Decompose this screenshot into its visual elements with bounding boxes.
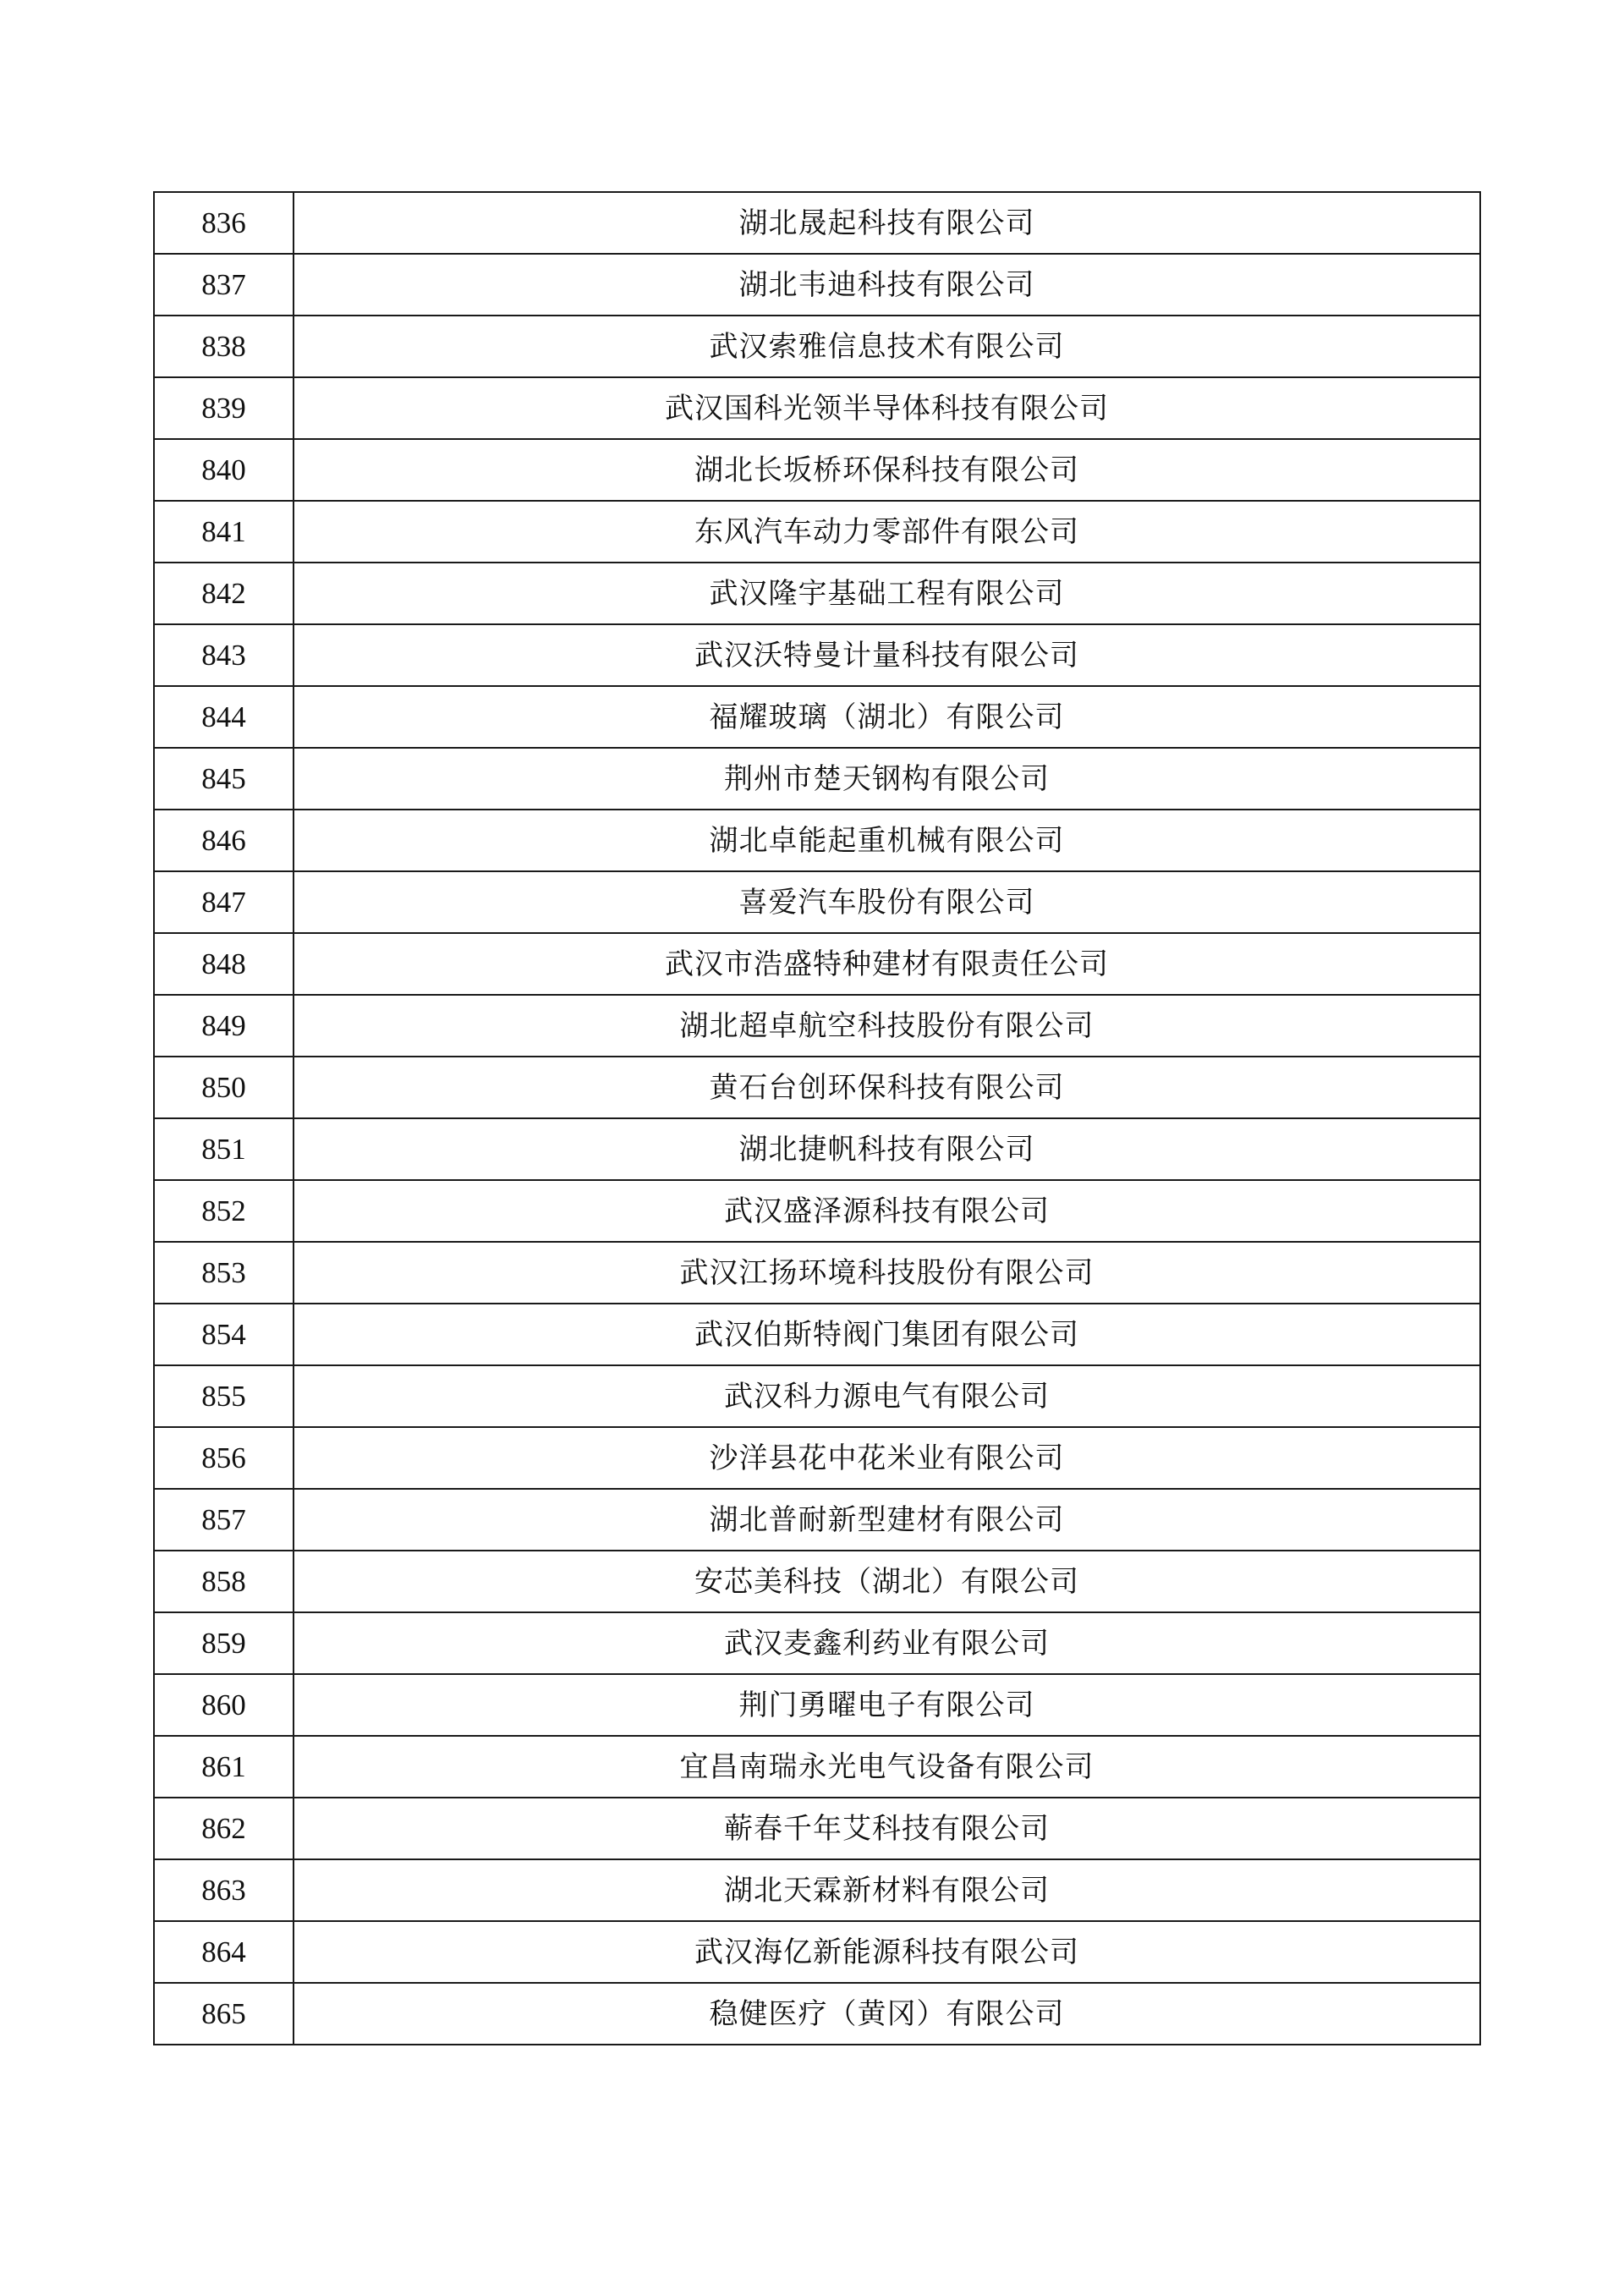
row-number: 863 [154, 1859, 294, 1921]
table-row [154, 748, 1480, 810]
company-name: 福耀玻璃（湖北）有限公司 [294, 686, 1480, 748]
row-number: 840 [154, 439, 294, 501]
table-row [154, 439, 1480, 501]
row-number: 839 [154, 377, 294, 439]
company-name: 武汉海亿新能源科技有限公司 [294, 1921, 1480, 1983]
row-number: 862 [154, 1798, 294, 1859]
row-number: 852 [154, 1180, 294, 1242]
table-row [154, 1057, 1480, 1118]
table-row [154, 254, 1480, 316]
company-name: 稳健医疗（黄冈）有限公司 [294, 1983, 1480, 2045]
row-number: 836 [154, 192, 294, 254]
table-row [154, 995, 1480, 1057]
company-name: 安芯美科技（湖北）有限公司 [294, 1551, 1480, 1612]
table-row [154, 1736, 1480, 1798]
row-number: 855 [154, 1365, 294, 1427]
row-number: 851 [154, 1118, 294, 1180]
company-name: 湖北天霖新材料有限公司 [294, 1859, 1480, 1921]
company-name: 湖北晟起科技有限公司 [294, 192, 1480, 254]
row-number: 854 [154, 1304, 294, 1365]
table-body [154, 192, 1480, 2045]
table-row [154, 1489, 1480, 1551]
row-number: 861 [154, 1736, 294, 1798]
table-row [154, 871, 1480, 933]
row-number: 857 [154, 1489, 294, 1551]
row-number: 844 [154, 686, 294, 748]
row-number: 850 [154, 1057, 294, 1118]
company-name: 武汉盛泽源科技有限公司 [294, 1180, 1480, 1242]
row-number: 859 [154, 1612, 294, 1674]
table-row [154, 1180, 1480, 1242]
row-number: 848 [154, 933, 294, 995]
table-row [154, 192, 1480, 254]
company-name: 湖北韦迪科技有限公司 [294, 254, 1480, 316]
company-name: 宜昌南瑞永光电气设备有限公司 [294, 1736, 1480, 1798]
row-number: 853 [154, 1242, 294, 1304]
row-number: 846 [154, 810, 294, 871]
company-name: 湖北长坂桥环保科技有限公司 [294, 439, 1480, 501]
row-number: 843 [154, 624, 294, 686]
table-row [154, 1983, 1480, 2045]
table-row [154, 933, 1480, 995]
company-name: 沙洋县花中花米业有限公司 [294, 1427, 1480, 1489]
company-name: 蕲春千年艾科技有限公司 [294, 1798, 1480, 1859]
company-name: 湖北卓能起重机械有限公司 [294, 810, 1480, 871]
company-name: 黄石台创环保科技有限公司 [294, 1057, 1480, 1118]
company-name: 喜爱汽车股份有限公司 [294, 871, 1480, 933]
company-name: 武汉国科光领半导体科技有限公司 [294, 377, 1480, 439]
company-name: 武汉科力源电气有限公司 [294, 1365, 1480, 1427]
table-row [154, 377, 1480, 439]
table-row [154, 563, 1480, 624]
table-row [154, 1365, 1480, 1427]
table-row [154, 1242, 1480, 1304]
row-number: 858 [154, 1551, 294, 1612]
row-number: 842 [154, 563, 294, 624]
company-name: 武汉江扬环境科技股份有限公司 [294, 1242, 1480, 1304]
row-number: 838 [154, 316, 294, 377]
company-name: 荆门勇曜电子有限公司 [294, 1674, 1480, 1736]
company-name: 武汉伯斯特阀门集团有限公司 [294, 1304, 1480, 1365]
company-name: 湖北超卓航空科技股份有限公司 [294, 995, 1480, 1057]
row-number: 847 [154, 871, 294, 933]
table-row [154, 1798, 1480, 1859]
company-name: 湖北普耐新型建材有限公司 [294, 1489, 1480, 1551]
row-number: 865 [154, 1983, 294, 2045]
row-number: 856 [154, 1427, 294, 1489]
company-name: 武汉麦鑫利药业有限公司 [294, 1612, 1480, 1674]
table-row [154, 810, 1480, 871]
table-row [154, 501, 1480, 563]
company-name: 武汉市浩盛特种建材有限责任公司 [294, 933, 1480, 995]
company-list-table [153, 191, 1481, 2045]
table-row [154, 1304, 1480, 1365]
table-row [154, 1921, 1480, 1983]
table-row [154, 1551, 1480, 1612]
row-number: 845 [154, 748, 294, 810]
company-name: 东风汽车动力零部件有限公司 [294, 501, 1480, 563]
company-name: 武汉索雅信息技术有限公司 [294, 316, 1480, 377]
row-number: 841 [154, 501, 294, 563]
company-name: 武汉隆宇基础工程有限公司 [294, 563, 1480, 624]
row-number: 849 [154, 995, 294, 1057]
table-row [154, 1612, 1480, 1674]
table-row [154, 316, 1480, 377]
table-row [154, 686, 1480, 748]
table-row [154, 1118, 1480, 1180]
company-name: 荆州市楚天钢构有限公司 [294, 748, 1480, 810]
row-number: 864 [154, 1921, 294, 1983]
company-name: 武汉沃特曼计量科技有限公司 [294, 624, 1480, 686]
table-row [154, 1674, 1480, 1736]
table-row [154, 1859, 1480, 1921]
row-number: 837 [154, 254, 294, 316]
company-name: 湖北捷帆科技有限公司 [294, 1118, 1480, 1180]
table-row [154, 1427, 1480, 1489]
table-row [154, 624, 1480, 686]
row-number: 860 [154, 1674, 294, 1736]
